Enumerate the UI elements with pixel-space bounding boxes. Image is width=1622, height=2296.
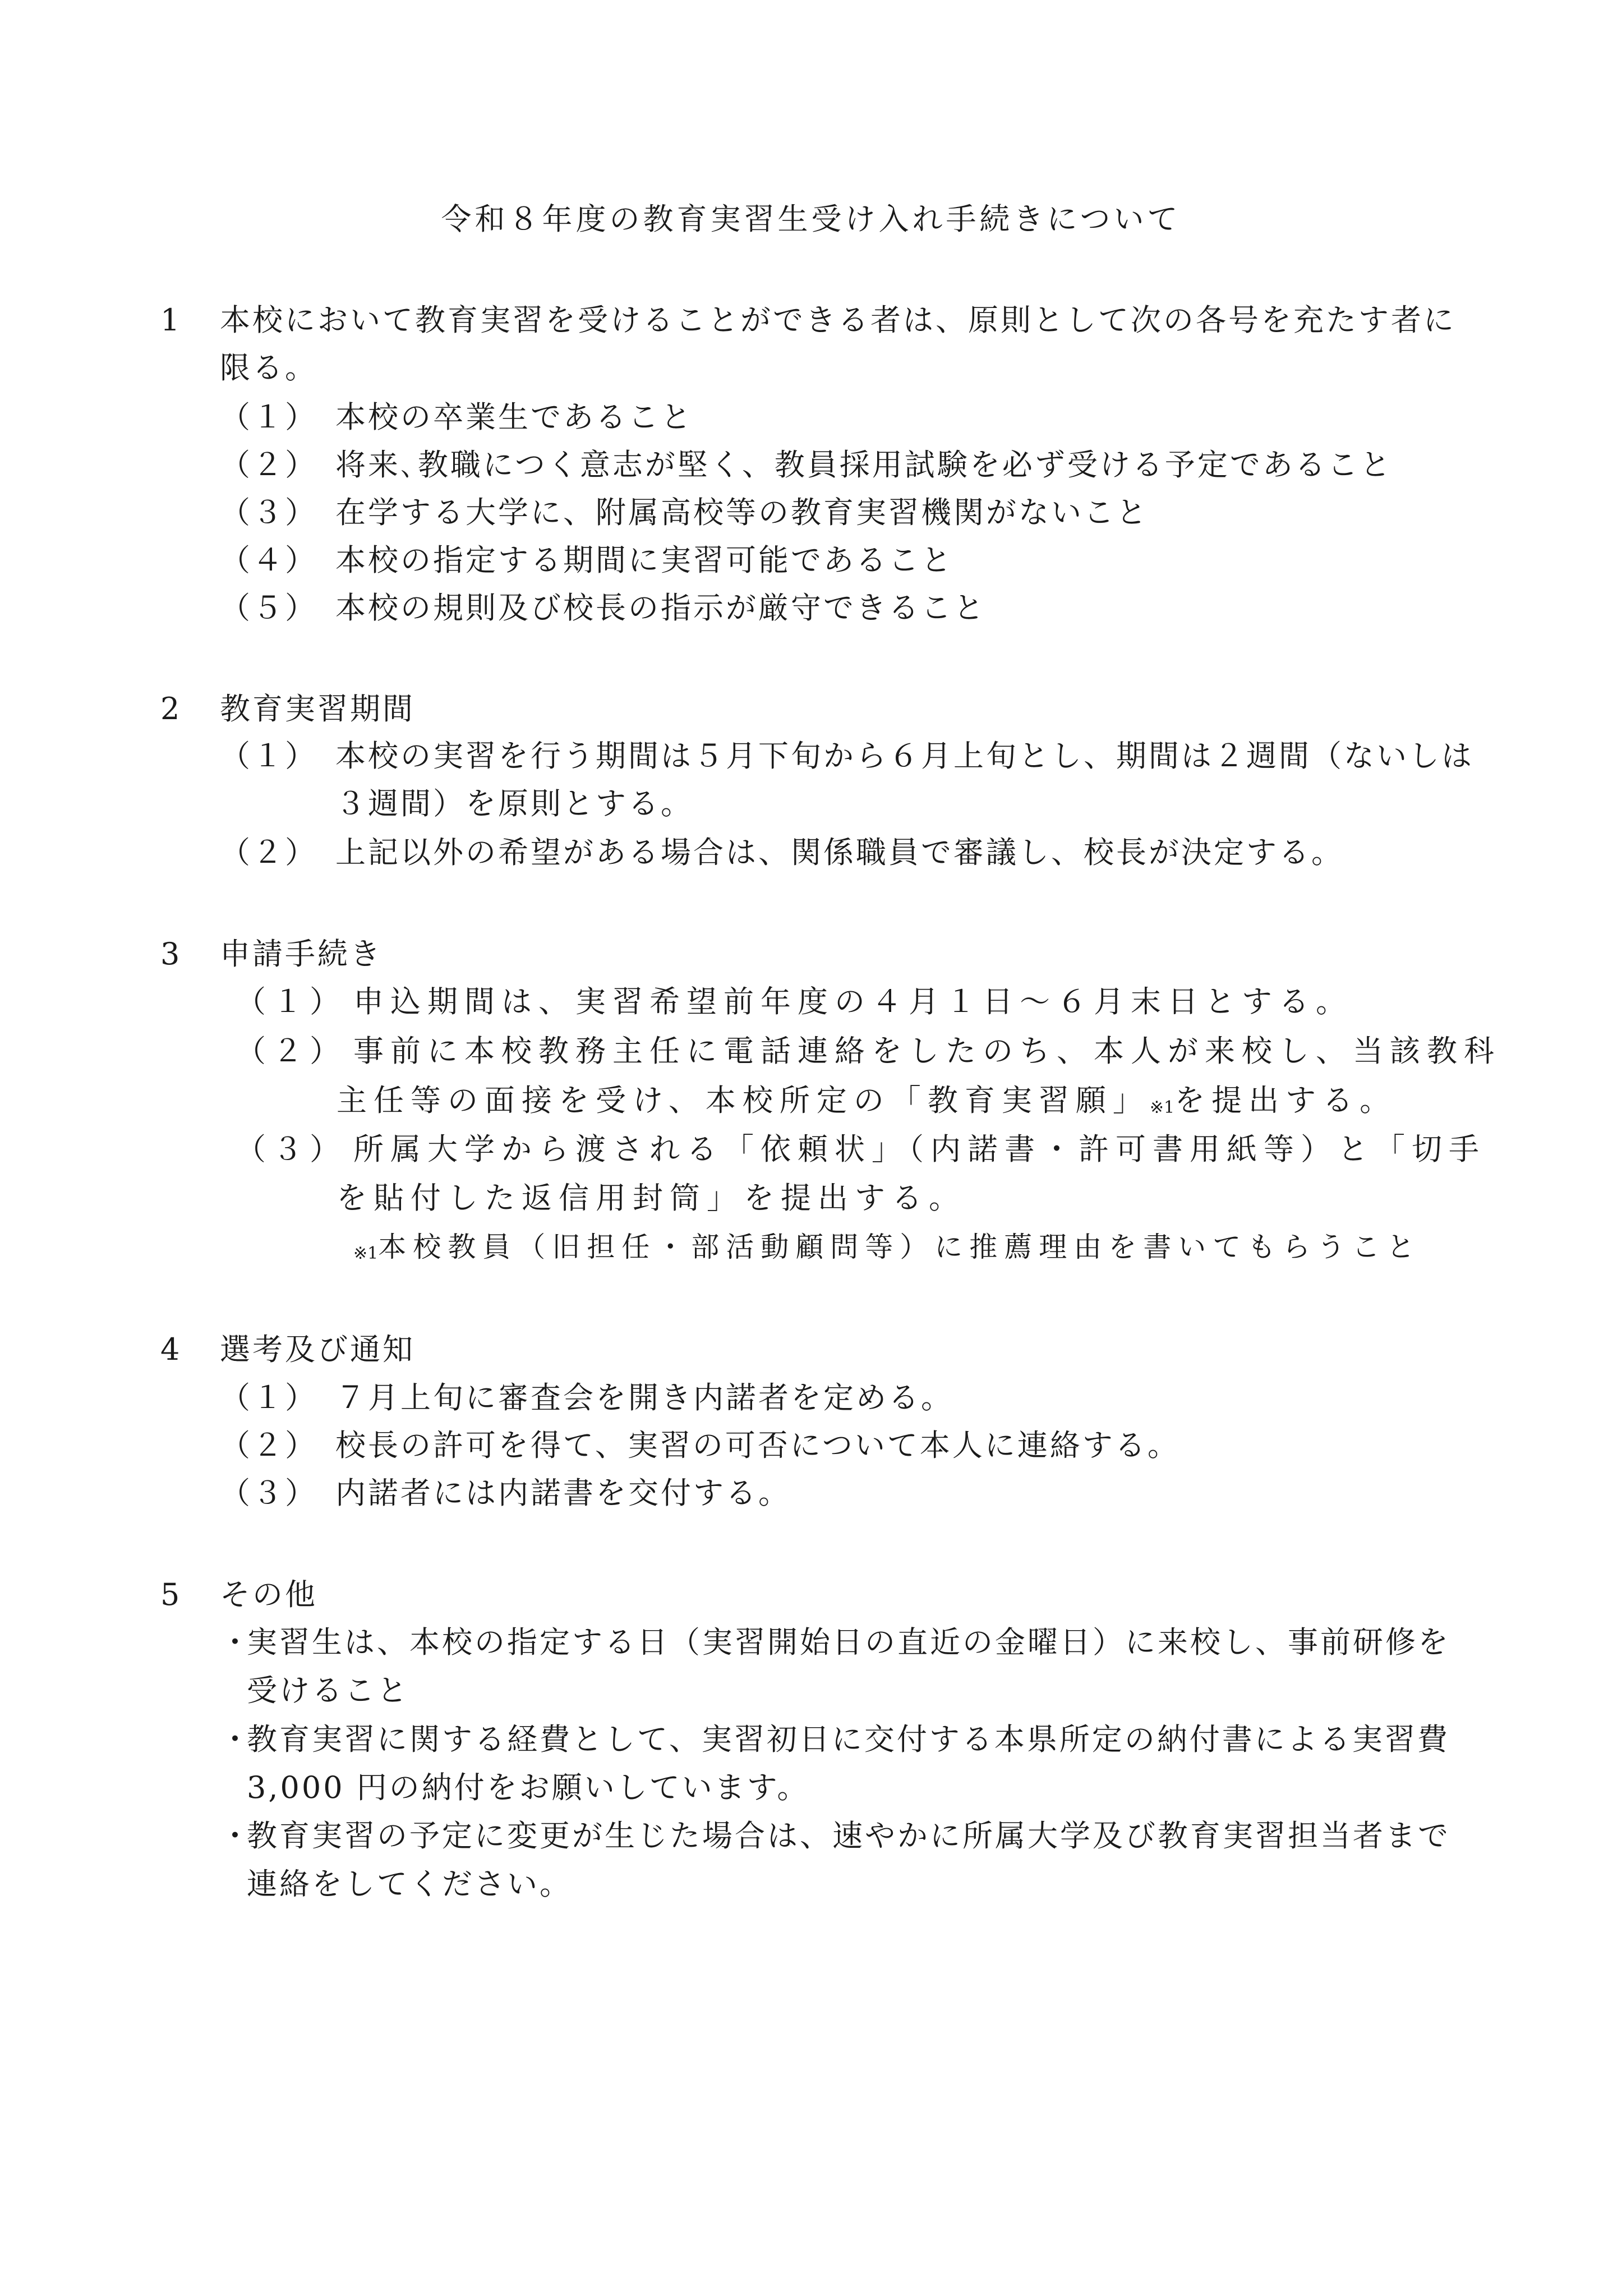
list-item-cont: 連絡をしてください。 [247,1866,572,1902]
list-item: 事前に本校教務主任に電話連絡をしたのち、本人が来校し、当該教科 [353,1033,1501,1069]
list-item: 教育実習に関する経費として、実習初日に交付する本県所定の納付書による実習費 [247,1722,1450,1757]
bullet-mark: ・ [220,1722,252,1757]
list-item: 校長の許可を得て、実習の可否について本人に連絡する。 [335,1428,1180,1463]
list-item: 教育実習の予定に変更が生じた場合は、速やかに所属大学及び教育実習担当者まで [247,1818,1450,1853]
item-label: （３） [236,1131,347,1167]
footnote-ref: ※1 [1149,1098,1175,1117]
section-2-heading: 教育実習期間 [220,691,415,726]
list-item-cont-text: を提出する。 [1174,1083,1397,1118]
section-5-heading: その他 [220,1577,317,1612]
list-item-cont: を貼付した返信用封筒」を提出する。 [337,1180,966,1216]
list-item-cont: 受けること [247,1673,409,1708]
item-label: （３） [220,495,317,530]
list-item: 実習生は、本校の指定する日（実習開始日の直近の金曜日）に来校し、事前研修を [247,1625,1450,1660]
list-item: 在学する大学に、附属高校等の教育実習機関がないこと [335,495,1149,530]
list-item: 申込期間は、実習希望前年度の４月１日～６月末日とする。 [353,984,1353,1019]
page-title: 令和８年度の教育実習生受け入れ手続きについて [441,201,1181,237]
list-item: 本校の実習を行う期間は５月下旬から６月上旬とし、期間は２週間（ないしは [335,738,1474,774]
item-label: （１） [220,738,317,774]
list-item: 上記以外の希望がある場合は、関係職員で審議し、校長が決定する。 [335,835,1344,870]
item-label: （２） [220,1428,317,1463]
item-label: （５） [220,590,317,625]
section-1-heading-cont: 限る。 [220,350,317,385]
section-5-number: 5 [160,1577,180,1612]
footnote [353,1227,1421,1274]
list-item: 本校の規則及び校長の指示が厳守できること [335,590,986,625]
section-4-heading: 選考及び通知 [220,1332,415,1367]
list-item-cont: ３週間）を原則とする。 [335,786,693,821]
section-3-heading: 申請手続き [220,936,383,972]
list-item: 将来､教職につく意志が堅く、教員採用試験を必ず受ける予定であること [335,447,1393,482]
section-1-number: 1 [160,302,180,338]
item-label: （２） [236,1033,347,1069]
item-label: （１） [236,984,347,1019]
list-item-cont: 3,000 円の納付をお願いしています。 [247,1770,810,1805]
item-label: （２） [220,835,317,870]
list-item: 内諾者には内諾書を交付する。 [335,1475,791,1511]
footnote-mark: ※1 [353,1244,379,1263]
list-item: 本校の卒業生であること [335,399,693,435]
bullet-mark: ・ [220,1818,252,1853]
list-item-cont [337,1080,1397,1128]
item-label: （３） [220,1475,317,1511]
section-3-number: 3 [160,936,180,972]
item-label: （１） [220,399,317,435]
item-label: （４） [220,542,317,578]
section-1-heading: 本校において教育実習を受けることができる者は、原則として次の各号を充たす者に [220,302,1456,338]
list-item: ７月上旬に審査会を開き内諾者を定める。 [335,1380,953,1415]
section-4-number: 4 [160,1332,180,1367]
item-label: （１） [220,1380,317,1415]
list-item: 所属大学から渡される「依頼状」（内諾書・許可書用紙等）と「切手 [353,1131,1486,1167]
footnote-text: 本校教員（旧担任・部活動顧問等）に推薦理由を書いてもらうこと [378,1231,1422,1263]
list-item-cont-text: 主任等の面接を受け、本校所定の「教育実習願」 [337,1083,1150,1118]
item-label: （２） [220,447,317,482]
list-item: 本校の指定する期間に実習可能であること [335,542,953,578]
bullet-mark: ・ [220,1625,252,1660]
section-2-number: 2 [160,691,180,726]
